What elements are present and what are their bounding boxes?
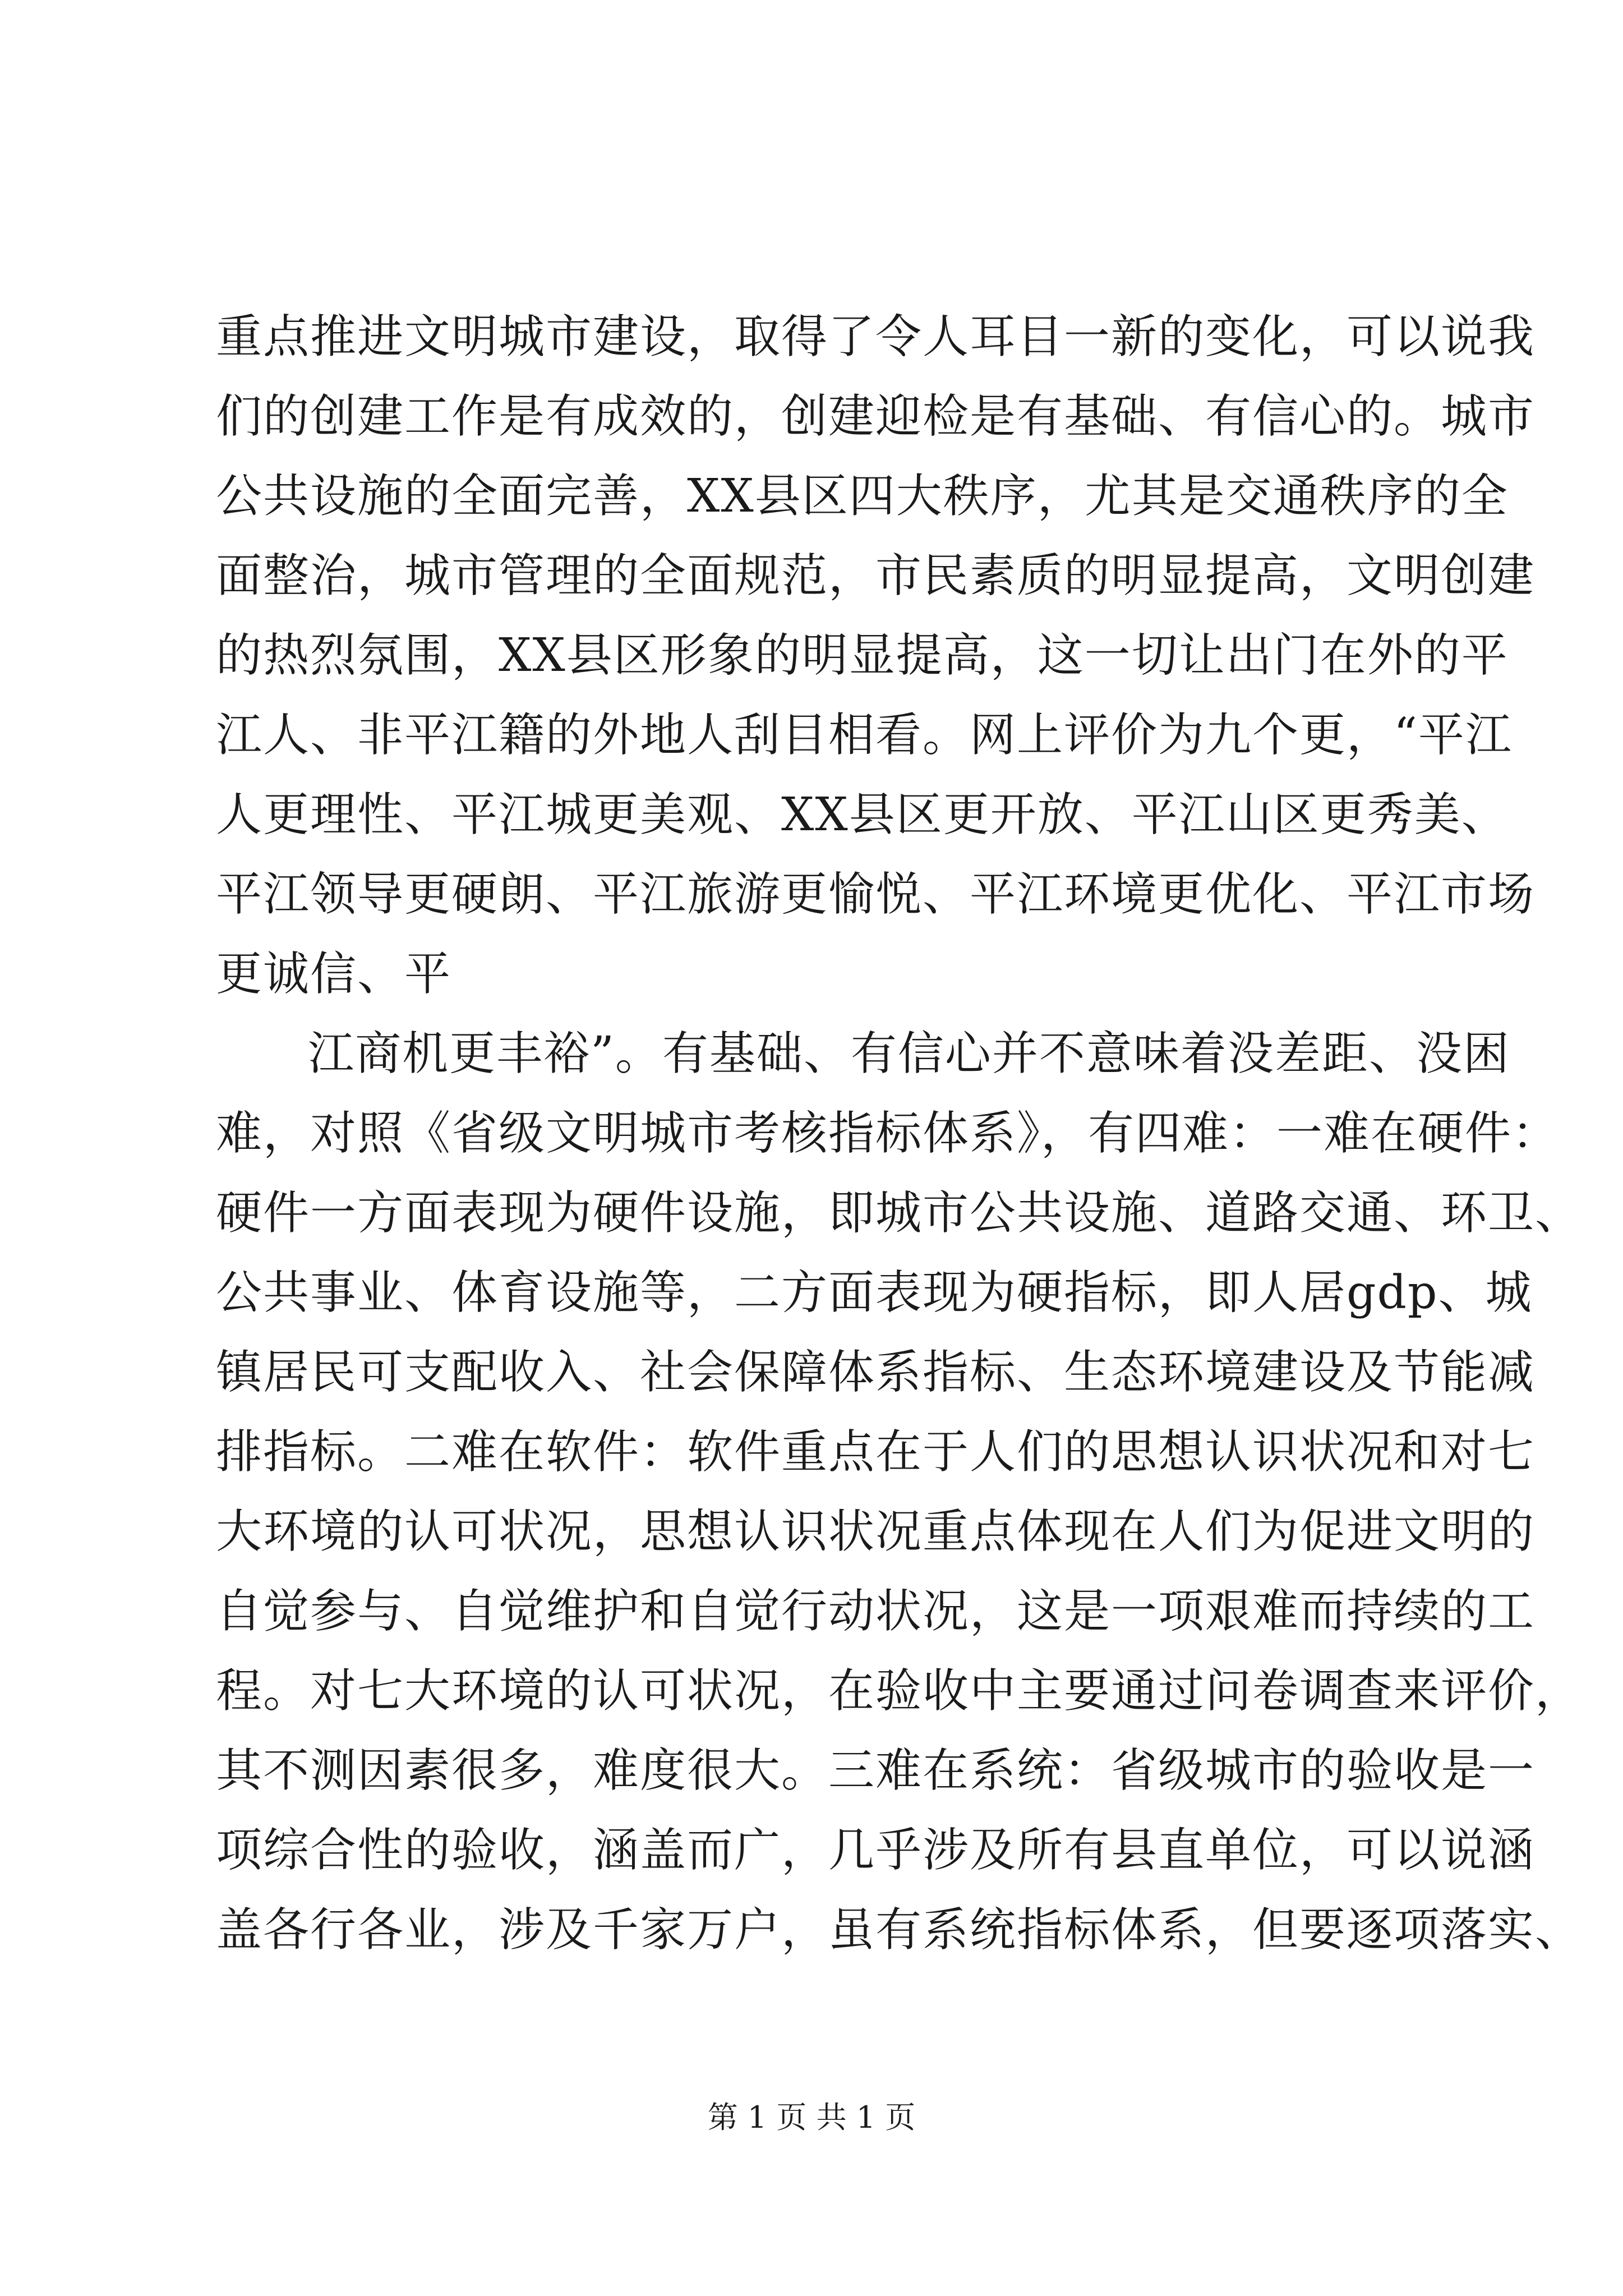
page-number-footer: 第 1 页 共 1 页 [707, 2100, 916, 2135]
text-line: 的热烈氛围，XX县区形象的明显提高，这一切让出门在外的平 [216, 629, 1509, 682]
text-line: 们的创建工作是有成效的，创建迎检是有基础、有信心的。城市 [216, 390, 1536, 443]
text-line: 其不测因素很多，难度很大。三难在系统：省级城市的验收是一 [216, 1744, 1536, 1797]
text-line: 面整治，城市管理的全面规范，市民素质的明显提高，文明创建 [216, 549, 1536, 602]
text-line: 硬件一方面表现为硬件设施，即城市公共设施、道路交通、环卫、 [216, 1186, 1583, 1240]
text-line: 大环境的认可状况，思想认识状况重点体现在人们为促进文明的 [216, 1505, 1536, 1558]
text-line: 平江领导更硬朗、平江旅游更愉悦、平江环境更优化、平江市场 [216, 868, 1536, 921]
text-line: 人更理性、平江城更美观、XX县区更开放、平江山区更秀美、 [216, 788, 1509, 841]
text-line: 难，对照《省级文明城市考核指标体系》，有四难：一难在硬件： [216, 1107, 1560, 1160]
text-line: 江商机更丰裕”。有基础、有信心并不意味着没差距、没困 [308, 1027, 1510, 1080]
text-line: 排指标。二难在软件：软件重点在于人们的思想认识状况和对七 [216, 1425, 1536, 1479]
text-line: 自觉参与、自觉维护和自觉行动状况，这是一项艰难而持续的工 [216, 1585, 1536, 1638]
text-line: 公共设施的全面完善，XX县区四大秩序，尤其是交通秩序的全 [216, 470, 1509, 523]
text-line: 江人、非平江籍的外地人刮目相看。网上评价为九个更，“平江 [216, 708, 1513, 762]
text-line: 镇居民可支配收入、社会保障体系指标、生态环境建设及节能减 [216, 1346, 1536, 1399]
text-line: 更诚信、平 [216, 947, 452, 1001]
document-body [216, 297, 1583, 1970]
text-line: 公共事业、体育设施等，二方面表现为硬指标，即人居gdp、城 [216, 1266, 1533, 1319]
text-line: 盖各行各业，涉及千家万户，虽有系统指标体系，但要逐项落实、 [216, 1903, 1583, 1957]
text-line: 重点推进文明城市建设，取得了令人耳目一新的变化，可以说我 [216, 310, 1536, 364]
text-line: 程。对七大环境的认可状况，在验收中主要通过问卷调查来评价， [216, 1664, 1583, 1718]
text-line: 项综合性的验收，涵盖而广，几乎涉及所有县直单位，可以说涵 [216, 1824, 1536, 1877]
